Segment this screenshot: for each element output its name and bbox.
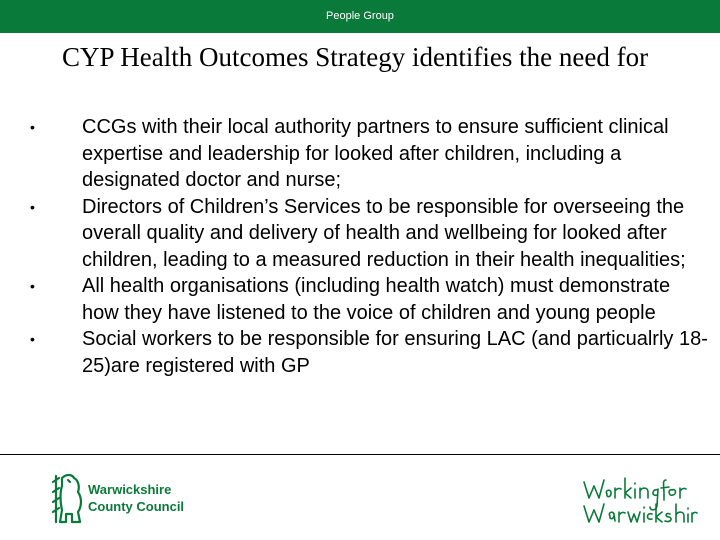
bullet-text: Social workers to be responsible for ensuring LAC (and particualrly 18-25)are registered with GP [82,328,708,377]
bullet-dot-icon: • [30,119,35,135]
bullet-text: CCGs with their local authority partners to ensure sufficient clinical expertise and leadership for looked after children, including a designated doctor and nurse; [82,116,669,191]
header-bar [0,0,720,33]
slide-title: CYP Health Outcomes Strategy identifies the need for [62,42,649,72]
bullet-dot-icon: • [30,331,35,347]
bullet-item [30,194,710,274]
signature-icon [580,472,700,530]
bullet-text: All health organisations (including health watch) must demonstrate how they have listened to the voice of children and young people [82,275,671,324]
bullet-item [30,114,710,194]
bear-staff-icon [50,470,86,526]
bullet-text: Directors of Children’s Services to be responsible for overseeing the overall quality and delivery of health and wellbeing for looked after children, leading to a measured reduction in their health inequalities; [82,195,686,271]
logo-line-2: County Council [88,499,185,514]
footer-divider [0,454,720,455]
bullet-dot-icon: • [30,198,35,215]
warwickshire-logo [50,470,250,526]
header-label: People Group [326,10,394,22]
bullet-item [30,273,710,326]
bullet-list [30,114,710,379]
bullet-dot-icon: • [30,278,35,294]
logo-line-1: Warwickshire [88,482,172,497]
bullet-item [30,326,710,379]
working-for-warwickshire-logo [580,472,700,530]
